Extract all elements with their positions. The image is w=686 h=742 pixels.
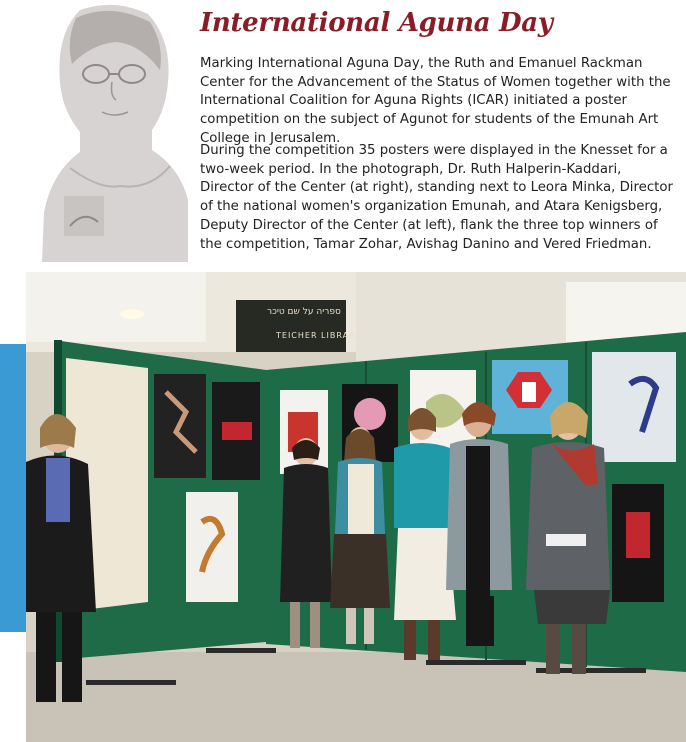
teicher-library-sign: TEICHER LIBRARY	[276, 331, 362, 340]
sketch-portrait-illustration	[40, 0, 190, 262]
article-paragraph-2: During the competition 35 posters were displayed in the Knesset for a two-week period. In the photograph, Dr. Ruth Halperin-Kaddari, Director of the Center (at right), standing next to Leora Minka, Director of the national women's organization Emunah, and Atara Kenigsberg, Deputy Director of the Center (at left), flank the three top winners of the competition, Tamar Zohar, Avishag Danino and Vered Friedman.	[200, 143, 673, 252]
article-paragraph-1: Marking International Aguna Day, the Ruth and Emanuel Rackman Center for the Advancement of the Status of Women together with the International Coalition for Aguna Rights (ICAR) initiated a poster competition on the subject of Agunot for students of the Emunah Art College in Jerusalem.	[200, 56, 671, 146]
hebrew-library-sign: ספריה על שם טיכר	[267, 307, 341, 317]
accent-band	[0, 344, 26, 632]
article-title: International Aguna Day	[200, 8, 553, 38]
exhibition-photo	[26, 272, 686, 742]
